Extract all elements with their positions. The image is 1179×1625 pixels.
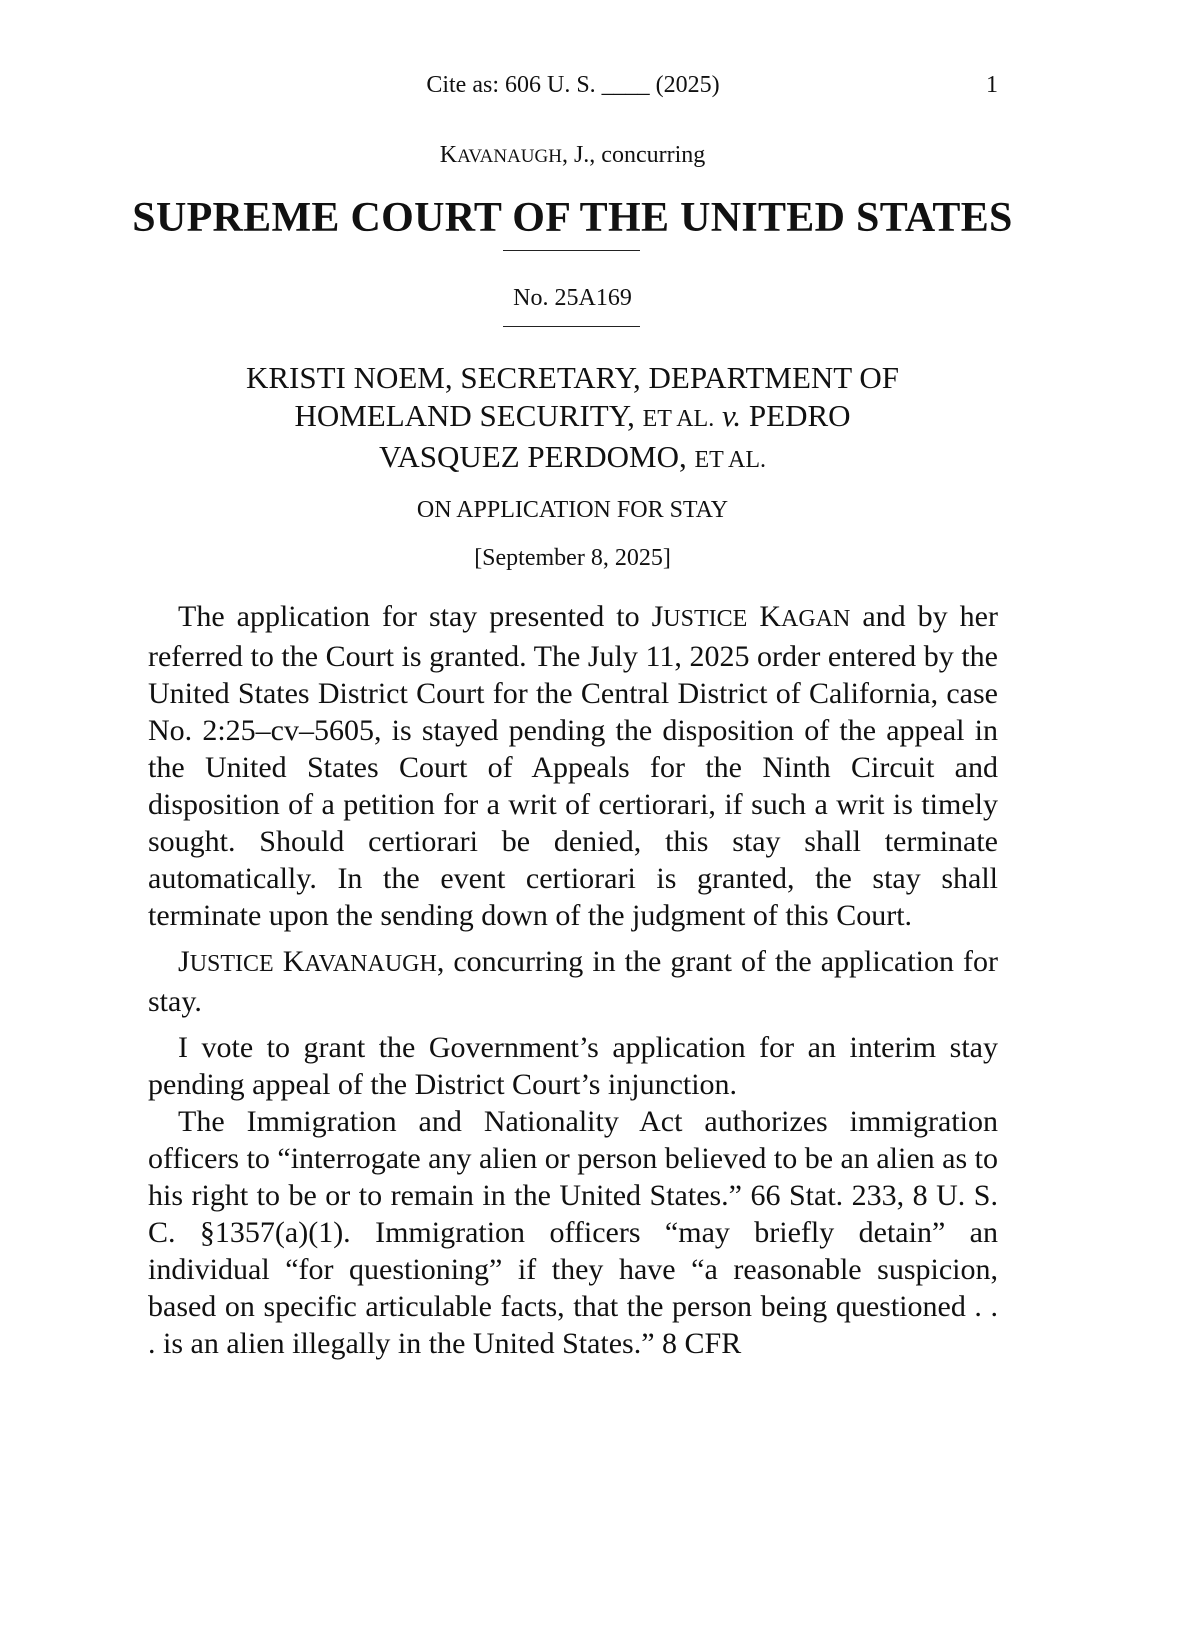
paragraph-concurrence-heading xyxy=(148,943,998,1020)
author-initial: K xyxy=(439,142,458,168)
caption-respondent: PEDRO xyxy=(741,398,851,433)
caption-versus: v. xyxy=(714,398,742,433)
smallcaps-run: USTICE xyxy=(189,951,274,977)
running-head xyxy=(148,72,998,106)
opinion-body xyxy=(148,598,998,1362)
citation-line: Cite as: 606 U. S. ____ (2025) xyxy=(426,72,720,98)
smallcaps-run: USTICE xyxy=(663,606,748,632)
text-run: , concurring in the grant of the application for stay. xyxy=(148,945,998,1018)
caption-party: HOMELAND SECURITY, xyxy=(294,398,643,433)
caption-line-2 xyxy=(0,397,1145,438)
page-number: 1 xyxy=(986,72,998,98)
paragraph-ina: The Immigration and Nationality Act authorizes immigration officers to “interrogate any alien or person believed to be an alien as to his right to be or to remain in the United States.” 66 Stat. 233, 8 U. S. C. §1357(a)(1). Immigration officers “may briefly detain” an individual “for questioning” if they have “a reasonable suspicion, based on specific articulable facts, that the person being questioned . . . is an alien illegally in the United States.” 8 CFR xyxy=(148,1105,998,1360)
case-caption xyxy=(0,359,1145,479)
text-run: and by her referred to the Court is granted. The July 11, 2025 order entered by the United States District Court for the Central District of California, case No. 2:25–cv–5605, is stayed pending the disposition of the appeal in the United States Court of Appeals for the Ninth Circuit and disposition of a petition for a writ of certiorari, if such a writ is timely sought. Should certiorari be denied, this stay shall terminate automatically. In the event certiorari is granted, the stay shall terminate upon the sending down of the judgment of this Court. xyxy=(148,600,998,932)
author-suffix: , J., concurring xyxy=(561,142,706,168)
proceeding-title: ON APPLICATION FOR STAY xyxy=(416,497,729,523)
caption-et-al-2: ET AL. xyxy=(694,447,767,473)
divider-rule-top xyxy=(503,250,640,251)
paragraph-vote: I vote to grant the Government’s application for an interim stay pending appeal of the District Court’s injunction. xyxy=(148,1031,998,1101)
author-name-smallcaps: AVANAUGH xyxy=(457,146,562,167)
docket-number: No. 25A169 xyxy=(513,285,632,311)
text-run: J xyxy=(178,945,190,978)
text-run: The application for stay presented to J xyxy=(178,600,664,633)
text-run: K xyxy=(273,945,305,978)
divider-rule-bottom xyxy=(503,326,640,327)
caption-line-3 xyxy=(0,438,1145,479)
smallcaps-run: AVANAUGH xyxy=(304,951,437,977)
decision-date: [September 8, 2025] xyxy=(474,545,671,571)
author-line xyxy=(0,142,1145,169)
court-title: SUPREME COURT OF THE UNITED STATES xyxy=(132,195,1013,241)
paragraph-order xyxy=(148,598,998,934)
caption-et-al: ET AL. xyxy=(642,406,715,432)
caption-line-1: KRISTI NOEM, SECRETARY, DEPARTMENT OF xyxy=(245,360,900,395)
caption-respondent-name: VASQUEZ PERDOMO, xyxy=(378,439,695,474)
text-run: K xyxy=(747,600,781,633)
smallcaps-run: AGAN xyxy=(780,606,851,632)
